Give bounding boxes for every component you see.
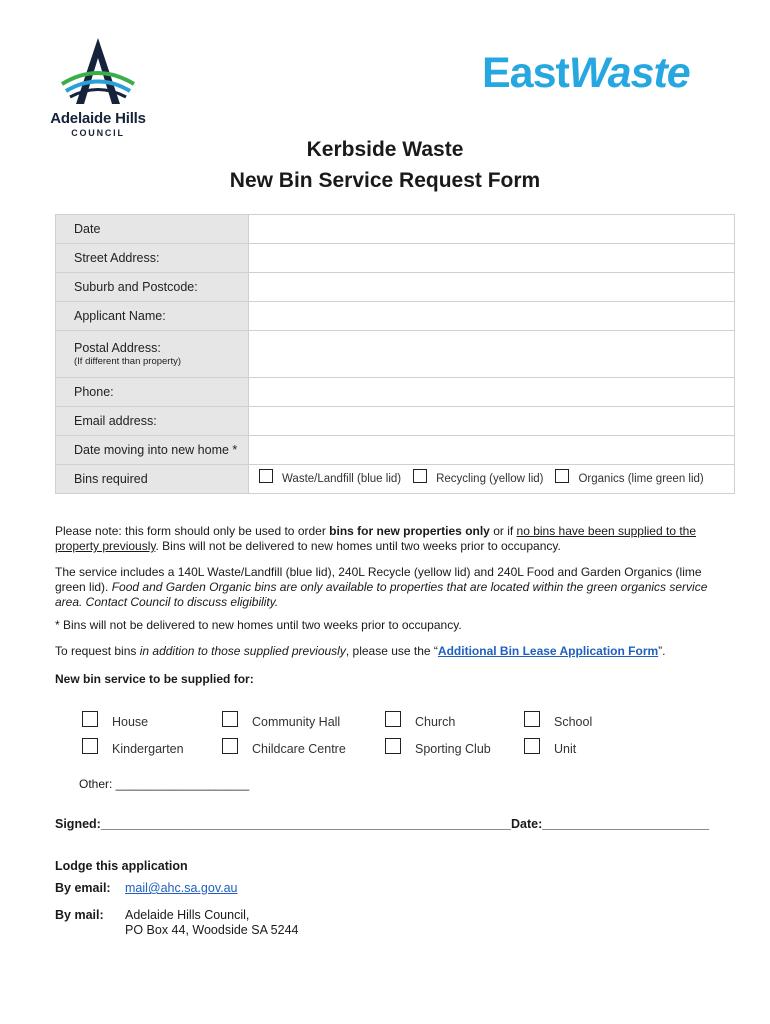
note-italic-text: Food and Garden Organic bins are only available to properties that are located within the green organics service area. Contact Council to discuss eligibility. (55, 580, 708, 609)
checkbox[interactable] (524, 738, 540, 754)
applicant-name-field[interactable] (249, 302, 735, 331)
note-text: , please use the “ (345, 644, 438, 658)
note-text: . Bins will not be delivered to new homes until two weeks prior to occupancy. (155, 539, 561, 553)
request-form-table (55, 214, 735, 494)
note-bold-text: bins for new properties only (329, 524, 490, 538)
form-title-line2: New Bin Service Request Form (229, 169, 541, 192)
other-field[interactable]: Other: ____________________ (79, 777, 250, 791)
option-label: House (112, 715, 149, 729)
eastwaste-logo (482, 49, 690, 97)
bin-label: Recycling (yellow lid) (436, 473, 544, 485)
note-paragraph-2 (55, 565, 735, 610)
lodge-heading: Lodge this application (55, 859, 188, 873)
field-label: Date moving into new home * (56, 436, 249, 465)
form-row-date (56, 215, 735, 244)
service-option-childcare-centre[interactable] (222, 741, 346, 757)
option-label: Childcare Centre (252, 742, 346, 756)
mail-address-line2: PO Box 44, Woodside SA 5244 (125, 923, 299, 937)
eastwaste-logo-waste: Waste (568, 49, 690, 97)
note-underlined-text: no bins have been supplied to the property previously (55, 524, 697, 553)
option-label: School (554, 715, 593, 729)
checkbox[interactable] (222, 711, 238, 727)
note-paragraph-4 (55, 644, 735, 659)
field-label: Bins required (56, 465, 249, 494)
option-label: Unit (554, 742, 577, 756)
date-field[interactable] (249, 215, 735, 244)
option-label: Kindergarten (112, 742, 184, 756)
field-label: Email address: (56, 407, 249, 436)
form-row-applicant (56, 302, 735, 331)
service-option-school[interactable] (524, 714, 592, 730)
service-option-community-hall[interactable] (222, 714, 340, 730)
field-label: Phone: (56, 378, 249, 407)
street-address-field[interactable] (249, 244, 735, 273)
checkbox[interactable] (524, 711, 540, 727)
checkbox[interactable] (385, 738, 401, 754)
field-label: Postal Address: (74, 341, 161, 355)
eastwaste-logo-east: East (482, 49, 569, 97)
bin-label: Organics (lime green lid) (578, 473, 704, 485)
adelaide-hills-council-logo (38, 36, 158, 146)
option-label: Sporting Club (415, 742, 491, 756)
mail-label: By mail: (55, 908, 104, 922)
phone-field[interactable] (249, 378, 735, 407)
note-paragraph-1 (55, 524, 735, 554)
service-option-sporting-club[interactable] (385, 741, 491, 757)
form-row-bins (56, 465, 735, 494)
option-label: Church (415, 715, 456, 729)
option-label: Community Hall (252, 715, 341, 729)
field-label: Suburb and Postcode: (56, 273, 249, 302)
note-text: The service includes a 140L Waste/Landfill (blue lid), 240L Recycle (yellow lid) and 240L Food and Garden Organics (lime green lid). (55, 565, 702, 594)
checkbox[interactable] (555, 469, 569, 483)
note-text: ”. (658, 644, 666, 658)
bin-option-waste[interactable] (259, 472, 401, 486)
suburb-postcode-field[interactable] (249, 273, 735, 302)
council-mountain-icon (60, 36, 136, 108)
checkbox[interactable] (413, 469, 427, 483)
form-row-street-address (56, 244, 735, 273)
moving-date-field[interactable] (249, 436, 735, 465)
email-label: By email: (55, 881, 111, 895)
postal-address-field[interactable] (249, 331, 735, 378)
field-sublabel: (If different than property) (74, 356, 182, 367)
form-row-suburb (56, 273, 735, 302)
note-text: To request bins (55, 644, 140, 658)
mail-address-line1: Adelaide Hills Council, (125, 908, 250, 922)
signature-date-line[interactable]: Signed:___________________________________________________________Date:________________________ (55, 817, 710, 831)
service-option-unit[interactable] (524, 741, 576, 757)
additional-bin-lease-link[interactable]: Additional Bin Lease Application Form (437, 644, 659, 658)
field-label: Date (56, 215, 249, 244)
field-label: Applicant Name: (56, 302, 249, 331)
form-title-line1: Kerbside Waste (306, 138, 464, 161)
form-row-phone (56, 378, 735, 407)
form-row-email (56, 407, 735, 436)
note-italic-text: in addition to those supplied previously (139, 644, 346, 658)
field-label: Street Address: (56, 244, 249, 273)
checkbox[interactable] (259, 469, 273, 483)
council-name: Adelaide Hills (50, 110, 146, 127)
note-text: or if (489, 524, 517, 538)
checkbox[interactable] (82, 711, 98, 727)
service-option-kindergarten[interactable] (82, 741, 184, 757)
checkbox[interactable] (82, 738, 98, 754)
field-label-postal (56, 331, 249, 378)
bin-option-organics[interactable] (555, 472, 703, 486)
service-option-church[interactable] (385, 714, 455, 730)
bin-option-recycling[interactable] (413, 472, 543, 486)
checkbox[interactable] (385, 711, 401, 727)
form-row-moving-date (56, 436, 735, 465)
email-link[interactable]: mail@ahc.sa.gov.au (125, 881, 238, 895)
note-text: Please note: this form should only be used to order (55, 524, 330, 538)
form-row-postal (56, 331, 735, 378)
note-paragraph-3 (55, 618, 735, 633)
service-heading: New bin service to be supplied for: (55, 672, 254, 686)
service-option-house[interactable] (82, 714, 148, 730)
bin-label: Waste/Landfill (blue lid) (282, 473, 402, 485)
checkbox[interactable] (222, 738, 238, 754)
bins-required-cell (249, 465, 735, 494)
email-field[interactable] (249, 407, 735, 436)
council-subtitle: COUNCIL (71, 128, 125, 138)
note-text: * Bins will not be delivered to new homes until two weeks prior to occupancy. (55, 618, 462, 632)
